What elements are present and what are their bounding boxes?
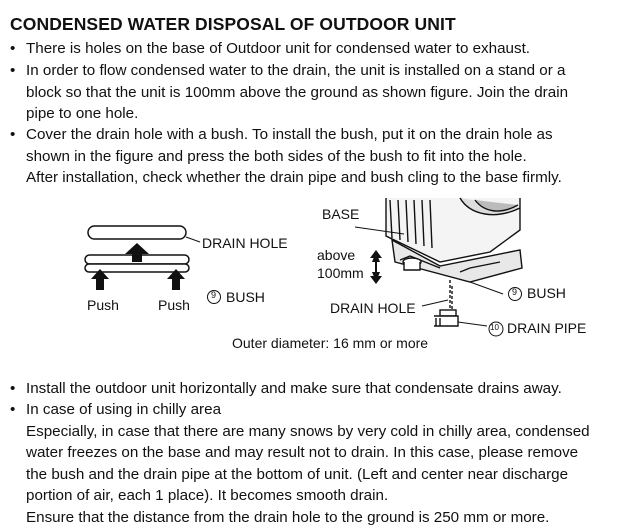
bullet-text: In case of using in chilly area Especially, in case that there are many snows by very cold in chilly area, condensed water freezes on the base and may result not to drain. In this case, please remove the bush and the drain pipe at the bottom of unit. (Left and center near discharge portion of air, each 1 place). It becomes smooth drain. Ensure that the distance from the drain hole to the ground is 250 mm or more. — [26, 401, 590, 526]
label-push-left: Push — [87, 297, 119, 313]
label-above: above — [317, 247, 356, 263]
bullet-text: There is holes on the base of Outdoor unit for condensed water to exhaust. — [26, 40, 531, 57]
label-push-right: Push — [158, 297, 190, 313]
drain-hole-shape — [88, 226, 186, 239]
bullet-mark: • — [10, 40, 16, 57]
bullet-text: Cover the drain hole with a bush. To install the bush, put it on the drain hole as shown in the figure and press the both sides of the bush to fit into the hole. After installation, check whether the drain pipe and bush cling to the base firmly. — [26, 126, 562, 187]
label-bush-number: 9 — [211, 290, 217, 300]
section-title: CONDENSED WATER DISPOSAL OF OUTDOOR UNIT — [10, 14, 456, 34]
label-drain-pipe: DRAIN PIPE — [507, 320, 587, 336]
label-drain-hole-left: DRAIN HOLE — [202, 235, 288, 251]
label-height: 100mm — [317, 265, 364, 281]
label-bush: BUSH — [226, 289, 265, 305]
label-drain-hole-right: DRAIN HOLE — [330, 300, 416, 316]
height-arrow-icon — [370, 250, 382, 284]
bullet-mark: • — [10, 401, 16, 418]
bullet-mark: • — [10, 126, 16, 143]
bullet-mark: • — [10, 62, 16, 79]
label-outer-diameter: Outer diameter: 16 mm or more — [232, 335, 429, 351]
bullet-text: In order to flow condensed water to the drain, the unit is installed on a stand or a block so that the unit is 100mm above the ground as shown figure. Join the drain pipe to one hole. — [26, 62, 569, 123]
bullet-chilly-area — [10, 399, 590, 529]
label-pipe-number: 10 — [490, 323, 499, 332]
label-bush-number-right: 9 — [512, 287, 518, 297]
label-base: BASE — [322, 206, 360, 222]
label-bush-right: BUSH — [527, 285, 566, 301]
bullet-text: Install the outdoor unit horizontally and make sure that condensate drains away. — [26, 380, 562, 397]
bullet-mark: • — [10, 380, 16, 397]
bullet-horizontal — [10, 378, 562, 400]
